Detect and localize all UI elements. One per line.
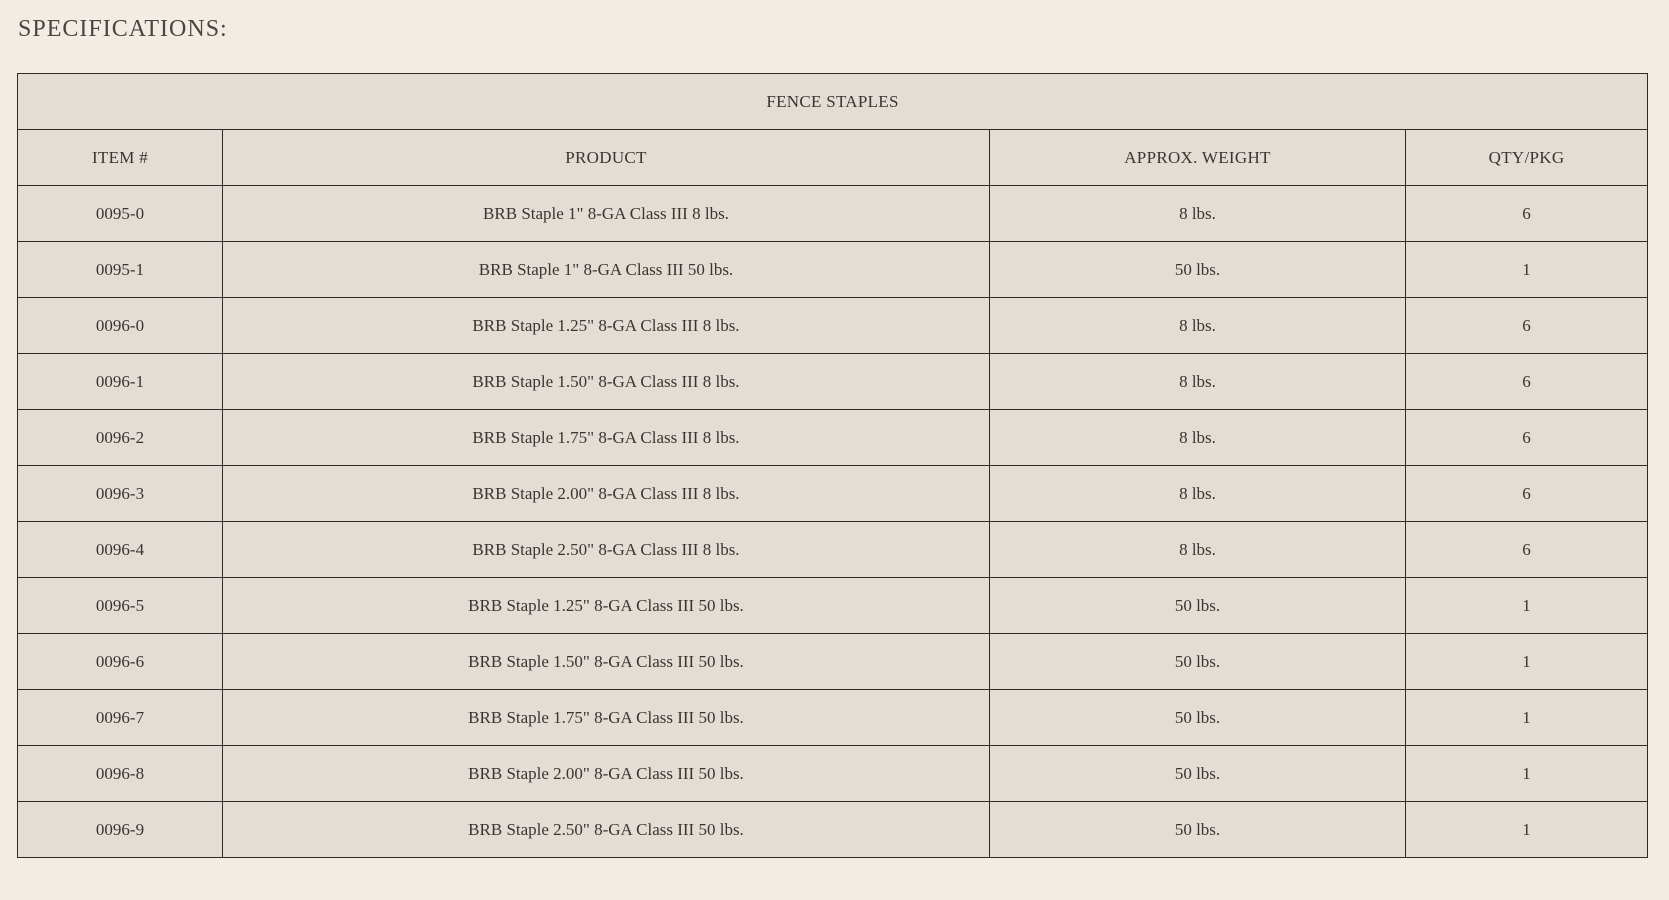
weight-cell: 50 lbs. [990,578,1406,634]
qty-cell: 1 [1406,242,1648,298]
item-number-cell: 0095-1 [18,242,223,298]
weight-cell: 8 lbs. [990,354,1406,410]
column-header-product: PRODUCT [223,130,990,186]
product-cell: BRB Staple 2.00" 8-GA Class III 50 lbs. [223,746,990,802]
weight-cell: 50 lbs. [990,690,1406,746]
item-number-cell: 0096-5 [18,578,223,634]
column-header-qty: QTY/PKG [1406,130,1648,186]
table-row [18,242,1648,298]
table-row [18,578,1648,634]
weight-cell: 8 lbs. [990,466,1406,522]
qty-cell: 1 [1406,578,1648,634]
table-header-row [18,130,1648,186]
product-cell: BRB Staple 1.25" 8-GA Class III 8 lbs. [223,298,990,354]
page-heading: SPECIFICATIONS: [18,16,228,42]
item-number-cell: 0096-6 [18,634,223,690]
qty-cell: 6 [1406,186,1648,242]
qty-cell: 1 [1406,690,1648,746]
item-number-cell: 0096-3 [18,466,223,522]
weight-cell: 8 lbs. [990,298,1406,354]
table-row [18,466,1648,522]
table-row [18,522,1648,578]
weight-cell: 8 lbs. [990,410,1406,466]
product-cell: BRB Staple 2.50" 8-GA Class III 50 lbs. [223,802,990,858]
table-row [18,690,1648,746]
table-row [18,186,1648,242]
qty-cell: 1 [1406,634,1648,690]
product-cell: BRB Staple 1.25" 8-GA Class III 50 lbs. [223,578,990,634]
table-row [18,354,1648,410]
weight-cell: 50 lbs. [990,746,1406,802]
qty-cell: 6 [1406,410,1648,466]
table-row [18,746,1648,802]
qty-cell: 6 [1406,466,1648,522]
item-number-cell: 0096-0 [18,298,223,354]
qty-cell: 6 [1406,298,1648,354]
product-cell: BRB Staple 2.00" 8-GA Class III 8 lbs. [223,466,990,522]
table-title: FENCE STAPLES [18,74,1648,130]
item-number-cell: 0096-7 [18,690,223,746]
specifications-table [17,73,1648,858]
product-cell: BRB Staple 1" 8-GA Class III 50 lbs. [223,242,990,298]
column-header-item: ITEM # [18,130,223,186]
table-row [18,634,1648,690]
weight-cell: 8 lbs. [990,522,1406,578]
table-row [18,802,1648,858]
table-row [18,410,1648,466]
item-number-cell: 0095-0 [18,186,223,242]
item-number-cell: 0096-8 [18,746,223,802]
product-cell: BRB Staple 1" 8-GA Class III 8 lbs. [223,186,990,242]
product-cell: BRB Staple 2.50" 8-GA Class III 8 lbs. [223,522,990,578]
column-header-weight: APPROX. WEIGHT [990,130,1406,186]
qty-cell: 6 [1406,354,1648,410]
weight-cell: 50 lbs. [990,802,1406,858]
table-row [18,298,1648,354]
table-title-row [18,74,1648,130]
qty-cell: 1 [1406,802,1648,858]
item-number-cell: 0096-2 [18,410,223,466]
item-number-cell: 0096-4 [18,522,223,578]
qty-cell: 6 [1406,522,1648,578]
item-number-cell: 0096-1 [18,354,223,410]
product-cell: BRB Staple 1.75" 8-GA Class III 50 lbs. [223,690,990,746]
product-cell: BRB Staple 1.50" 8-GA Class III 50 lbs. [223,634,990,690]
item-number-cell: 0096-9 [18,802,223,858]
weight-cell: 50 lbs. [990,634,1406,690]
qty-cell: 1 [1406,746,1648,802]
weight-cell: 8 lbs. [990,186,1406,242]
product-cell: BRB Staple 1.75" 8-GA Class III 8 lbs. [223,410,990,466]
weight-cell: 50 lbs. [990,242,1406,298]
product-cell: BRB Staple 1.50" 8-GA Class III 8 lbs. [223,354,990,410]
